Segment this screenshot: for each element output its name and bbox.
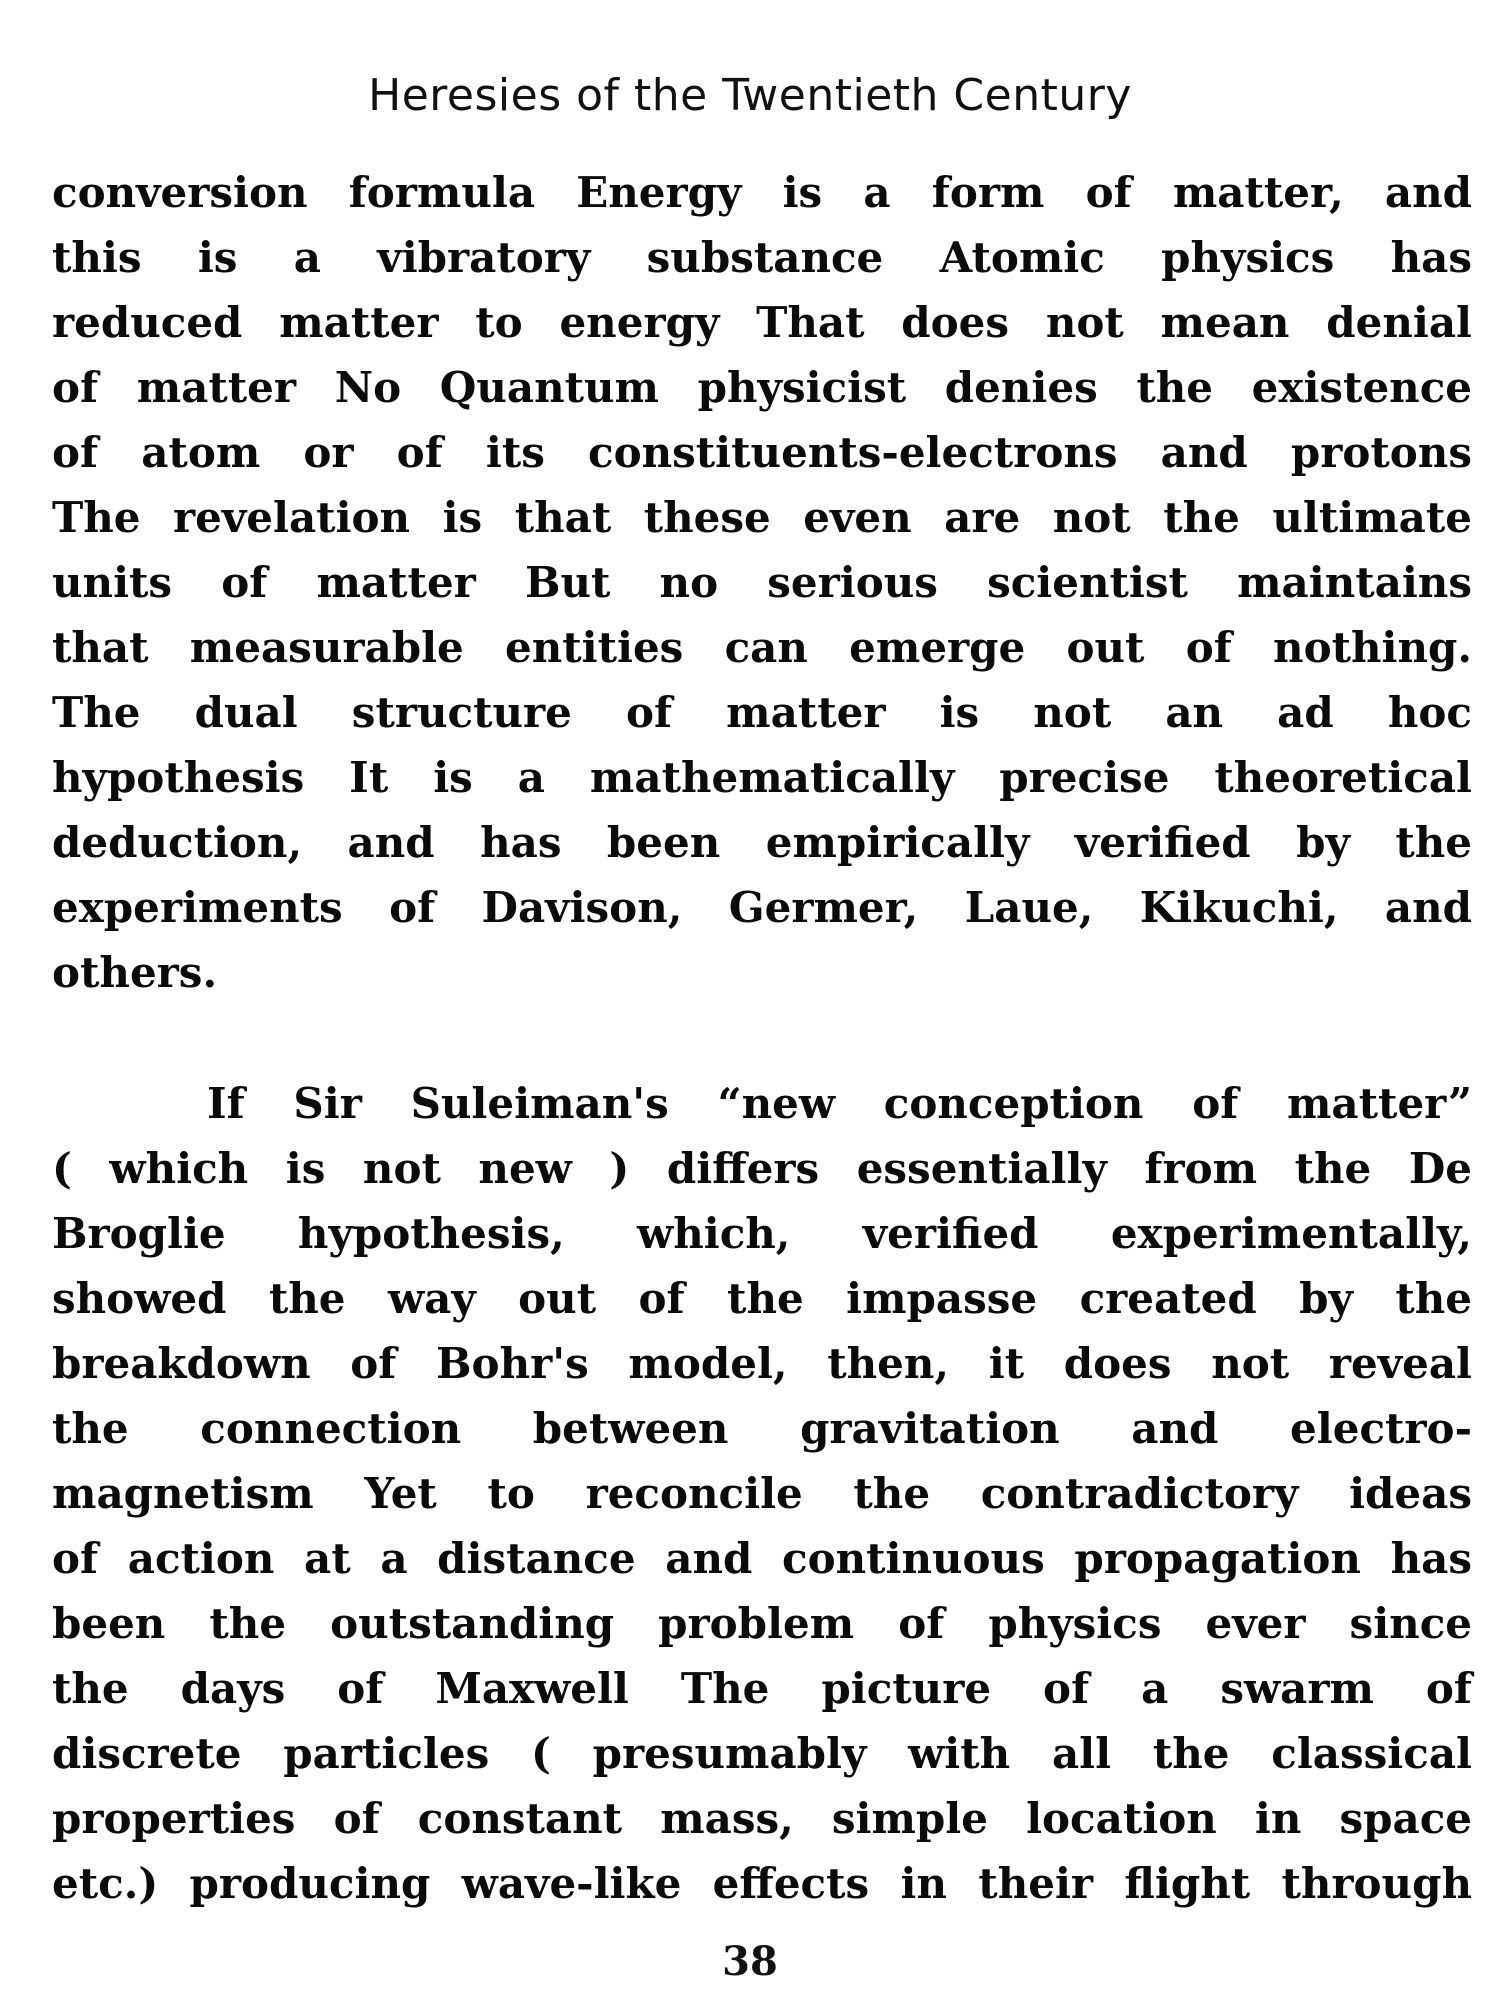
text-line: magnetism Yet to reconcile the contradictory ideas xyxy=(52,1469,1472,1518)
paragraph-1 xyxy=(52,160,1472,1005)
text-line: discrete particles ( presumably with all the classical xyxy=(52,1729,1472,1778)
text-line: the connection between gravitation and electro- xyxy=(52,1404,1472,1453)
text-line: The dual structure of matter is not an ad hoc xyxy=(52,688,1472,737)
running-head: Heresies of the Twentieth Century xyxy=(368,70,1132,121)
page-number: 38 xyxy=(722,1938,778,1985)
text-line: Broglie hypothesis, which, verified experimentally, xyxy=(52,1209,1472,1258)
text-line: breakdown of Bohr's model, then, it does not reveal xyxy=(52,1339,1472,1388)
paragraph-gap xyxy=(52,1005,1472,1071)
text-line: ( which is not new ) differs essentially from the De xyxy=(52,1144,1472,1193)
text-line: etc.) producing wave-like effects in their flight through xyxy=(52,1859,1472,1908)
text-line: reduced matter to energy That does not mean denial xyxy=(52,298,1472,347)
text-line: that measurable entities can emerge out of nothing. xyxy=(52,623,1472,672)
paragraph-2 xyxy=(52,1071,1472,1916)
text-line: hypothesis It is a mathematically precise theoretical xyxy=(52,753,1472,802)
text-line: The revelation is that these even are not the ultimate xyxy=(52,493,1472,542)
text-line: this is a vibratory substance Atomic physics has xyxy=(52,233,1472,282)
text-line: properties of constant mass, simple location in space xyxy=(52,1794,1472,1843)
text-line: of atom or of its constituents-electrons and protons xyxy=(52,428,1472,477)
text-line: experiments of Davison, Germer, Laue, Kikuchi, and xyxy=(52,883,1472,932)
text-line: showed the way out of the impasse created by the xyxy=(52,1274,1472,1323)
text-line: of action at a distance and continuous propagation has xyxy=(52,1534,1472,1583)
text-line: of matter No Quantum physicist denies the existence xyxy=(52,363,1472,412)
text-line: the days of Maxwell The picture of a swarm of xyxy=(52,1664,1472,1713)
text-line: If Sir Suleiman's “new conception of matter” xyxy=(207,1079,1472,1128)
text-line: been the outstanding problem of physics ever since xyxy=(52,1599,1472,1648)
text-line: deduction, and has been empirically verified by the xyxy=(52,818,1472,867)
body-text xyxy=(52,160,1472,1916)
text-line: units of matter But no serious scientist maintains xyxy=(52,558,1472,607)
text-line: others. xyxy=(52,948,218,997)
text-line: conversion formula Energy is a form of matter, and xyxy=(52,168,1472,217)
